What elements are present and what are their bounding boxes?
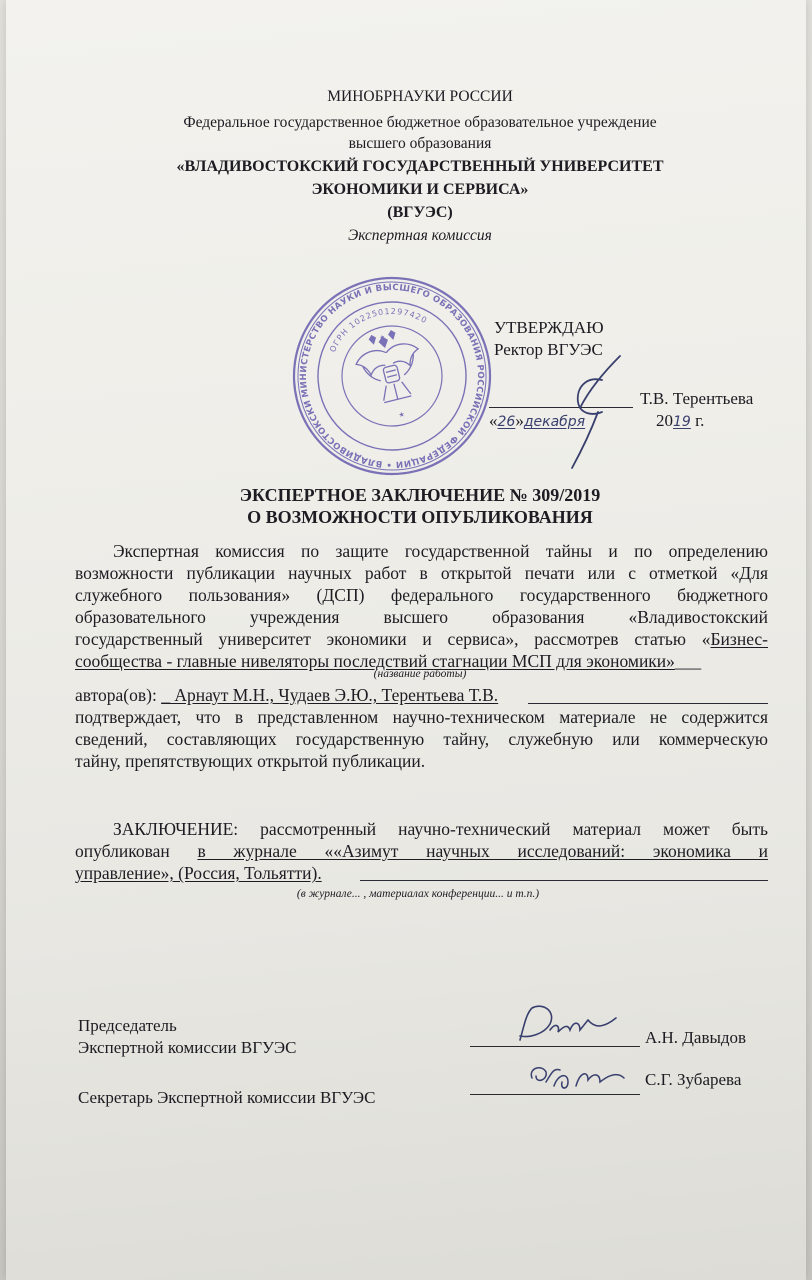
paragraph-line: образовательного учреждения высшего образования «Владивостокский bbox=[75, 607, 768, 627]
university-line-1: «ВЛАДИВОСТОКСКИЙ ГОСУДАРСТВЕННЫЙ УНИВЕРСИТЕТ bbox=[176, 158, 664, 175]
rector-name: Т.В. Терентьева bbox=[640, 389, 754, 408]
chair-role-line-1: Председатель bbox=[78, 1016, 177, 1035]
paragraph-line: тайну, препятствующих открытой публикации. bbox=[75, 751, 426, 771]
date-close-quote: » bbox=[515, 411, 524, 430]
seal-inner-text: ОГРН 1022501297420 bbox=[328, 306, 429, 354]
institution-line-1: Федеральное государственное бюджетное образовательное учреждение bbox=[183, 114, 657, 131]
journal-fill-line bbox=[360, 880, 768, 881]
document-subtitle: О ВОЗМОЖНОСТИ ОПУБЛИКОВАНИЯ bbox=[247, 507, 593, 527]
svg-text:★: ★ bbox=[397, 410, 406, 420]
date-month: декабря bbox=[523, 414, 586, 430]
journal-name-end: управление», (Россия, Тольятти). bbox=[75, 863, 322, 883]
paragraph-line: служебного пользования» (ДСП) федерального государственного бюджетного bbox=[75, 585, 768, 605]
document-title: ЭКСПЕРТНОЕ ЗАКЛЮЧЕНИЕ № 309/2019 bbox=[239, 485, 601, 505]
date-year-suffix: 19 bbox=[673, 414, 691, 430]
date-day: 26 bbox=[497, 414, 516, 430]
date-suffix: г. bbox=[695, 411, 705, 430]
official-seal bbox=[286, 276, 498, 476]
ministry-name: МИНОБРНАУКИ РОССИИ bbox=[327, 88, 513, 105]
svg-text:★: ★ bbox=[378, 333, 386, 342]
approval-year bbox=[656, 411, 704, 432]
authors-value: _ Арнаут М.Н., Чудаев Э.Ю., Терентьева Т.В. bbox=[161, 685, 499, 705]
chair-signature bbox=[500, 1000, 630, 1050]
paragraph-line: ЗАКЛЮЧЕНИЕ: рассмотренный научно-технический материал может быть bbox=[113, 819, 768, 839]
secretary-role: Секретарь Экспертной комиссии ВГУЭС bbox=[78, 1088, 376, 1107]
journal-caption: (в журнале... , материалах конференции... и т.п.) bbox=[296, 888, 540, 900]
published-label: опубликован bbox=[75, 841, 170, 861]
secretary-signature bbox=[520, 1056, 630, 1098]
article-title-start: Бизнес- bbox=[710, 629, 768, 649]
date-open-quote: « bbox=[489, 411, 498, 430]
article-intro: государственный университет экономики и сервиса», рассмотрев статью « bbox=[75, 629, 711, 649]
rector-position: Ректор ВГУЭС bbox=[494, 340, 603, 359]
date-year-prefix: 20 bbox=[656, 411, 673, 430]
article-title: сообщества - главные нивеляторы последствий стагнации МСП для экономики» bbox=[75, 651, 675, 671]
paragraph-line bbox=[75, 840, 768, 862]
chair-role-line-2: Экспертной комиссии ВГУЭС bbox=[78, 1038, 297, 1057]
university-line-2: ЭКОНОМИКИ И СЕРВИСА» bbox=[311, 181, 529, 198]
commission-name: Экспертная комиссия bbox=[348, 227, 492, 244]
paragraph-line: Экспертная комиссия по защите государственной тайны и по определению bbox=[113, 541, 768, 561]
authors-label: автора(ов): bbox=[75, 685, 157, 705]
paragraph-line bbox=[75, 628, 768, 650]
article-title-filler: ___ bbox=[674, 651, 702, 671]
paragraph-line: сведений, составляющих государственную тайну, служебную или коммерческую bbox=[75, 729, 768, 749]
paragraph-line: подтверждает, что в представленном научно-техническом материале не содержится bbox=[75, 707, 768, 727]
seal-ring-text: МИНИСТЕРСТВО НАУКИ И ВЫСШЕГО ОБРАЗОВАНИЯ РОССИЙСКОЙ ФЕДЕРАЦИИ • ВЛАДИВОСТОКСКИЙ bbox=[298, 282, 486, 470]
eagle-emblem-icon bbox=[350, 326, 429, 407]
rector-signature bbox=[540, 350, 650, 470]
approve-heading: УТВЕРЖДАЮ bbox=[494, 318, 604, 337]
secretary-name: С.Г. Зубарева bbox=[645, 1070, 742, 1089]
article-title-caption: (название работы) bbox=[373, 668, 467, 680]
final-conclusion-paragraph bbox=[75, 818, 768, 884]
university-abbreviation: (ВГУЭС) bbox=[387, 204, 453, 221]
authors-fill-line bbox=[528, 703, 768, 704]
paragraph-line: возможности публикации научных работ в открытой печати или с отметкой «Для bbox=[75, 563, 768, 583]
institution-line-2: высшего образования bbox=[348, 135, 492, 152]
chair-name: А.Н. Давыдов bbox=[645, 1028, 747, 1047]
authors-line bbox=[75, 684, 498, 706]
confirmation-text bbox=[75, 706, 768, 772]
journal-name-start: в журнале ««Азимут научных исследований: экономика и bbox=[197, 841, 768, 861]
conclusion-paragraph bbox=[75, 540, 768, 672]
